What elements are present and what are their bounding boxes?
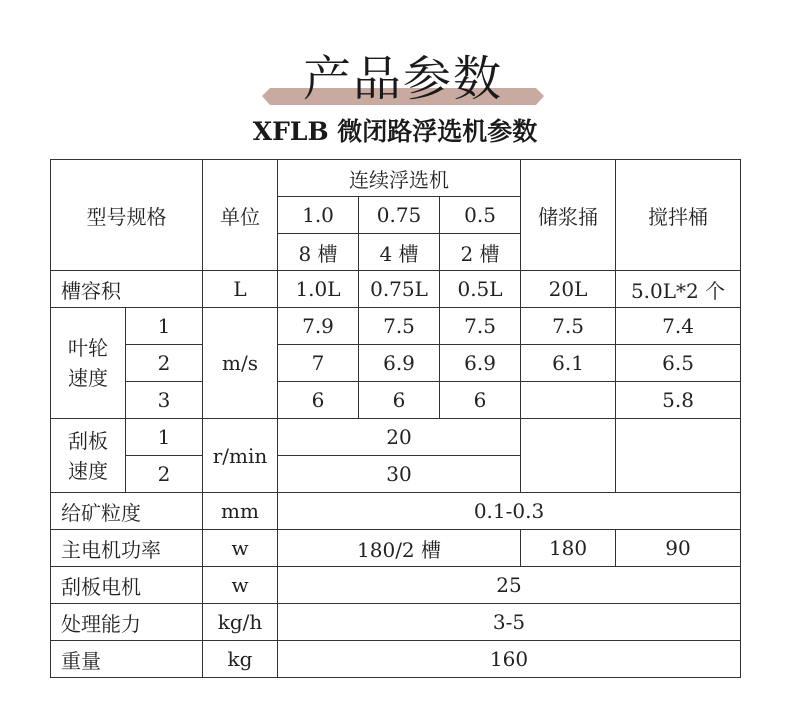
header-unit: 单位 [203, 160, 278, 271]
cell: 1.0L [278, 271, 359, 308]
cell: 7.4 [616, 308, 741, 345]
header-model-2: 0.75 [359, 197, 440, 234]
table-row-feed [51, 493, 741, 530]
impeller-label-line1: 叶轮 [68, 336, 108, 360]
header-continuous: 连续浮选机 [278, 160, 521, 197]
header-slots-3: 2 槽 [440, 234, 521, 271]
impeller-label-line2: 速度 [68, 366, 108, 390]
sub-index: 3 [126, 382, 203, 419]
cell: 0.5L [440, 271, 521, 308]
ribbon-fold-right [536, 88, 544, 105]
table-row-weight [51, 641, 741, 678]
table-row-motor [51, 530, 741, 567]
cell: 6.9 [440, 345, 521, 382]
scraper-label-line1: 刮板 [68, 428, 108, 453]
sub-index: 1 [126, 308, 203, 345]
cell: 6 [278, 382, 359, 419]
row-label: 刮板电机 [51, 567, 203, 604]
header-slots-1: 8 槽 [278, 234, 359, 271]
row-label: 主电机功率 [51, 530, 203, 567]
header-mixing: 搅拌桶 [616, 160, 741, 271]
cell: 0.1-0.3 [278, 493, 741, 530]
row-unit: w [203, 567, 278, 604]
row-label: 槽容积 [51, 271, 203, 308]
cell: 7.5 [521, 308, 616, 345]
cell: 20 [278, 419, 521, 456]
ribbon-fold-left [262, 88, 270, 105]
scraper-label [51, 419, 126, 493]
cell: 180 [521, 530, 616, 567]
row-unit: mm [203, 493, 278, 530]
cell: 6.5 [616, 345, 741, 382]
cell: 25 [278, 567, 741, 604]
row-unit: w [203, 530, 278, 567]
cell: 6 [440, 382, 521, 419]
header-model: 型号规格 [51, 160, 203, 271]
cell: 7 [278, 345, 359, 382]
cell: 5.0L*2 个 [616, 271, 741, 308]
header-row-1 [51, 160, 741, 197]
impeller-unit: m/s [203, 308, 278, 419]
cell: 6.1 [521, 345, 616, 382]
sub-index: 2 [126, 456, 203, 493]
cell: 0.75L [359, 271, 440, 308]
row-unit: kg/h [203, 604, 278, 641]
row-label: 重量 [51, 641, 203, 678]
header-storage: 储浆捅 [521, 160, 616, 271]
impeller-label [51, 308, 126, 419]
empty-cell [521, 419, 616, 493]
row-label: 给矿粒度 [51, 493, 203, 530]
sub-index: 2 [126, 345, 203, 382]
table-row-volume [51, 271, 741, 308]
spec-table [50, 159, 741, 678]
cell: 160 [278, 641, 741, 678]
banner-title: 产品参数 [302, 51, 503, 107]
header-slots-2: 4 槽 [359, 234, 440, 271]
row-unit: L [203, 271, 278, 308]
title-banner [270, 50, 536, 112]
header-model-1: 1.0 [278, 197, 359, 234]
table-row-impeller-1 [51, 308, 741, 345]
cell: 5.8 [616, 382, 741, 419]
scraper-unit: r/min [203, 419, 278, 493]
cell: 180/2 槽 [278, 530, 521, 567]
empty-cell [616, 419, 741, 493]
cell: 7.5 [359, 308, 440, 345]
cell: 90 [616, 530, 741, 567]
scraper-label-line2: 速度 [68, 458, 108, 483]
table-row-impeller-3 [51, 382, 741, 419]
cell: 7.9 [278, 308, 359, 345]
table-row-impeller-2 [51, 345, 741, 382]
sub-index: 1 [126, 419, 203, 456]
cell [521, 382, 616, 419]
row-label: 处理能力 [51, 604, 203, 641]
cell: 7.5 [440, 308, 521, 345]
table-row-capacity [51, 604, 741, 641]
table-subtitle: XFLB 微闭路浮选机参数 [252, 117, 538, 146]
cell: 20L [521, 271, 616, 308]
cell: 3-5 [278, 604, 741, 641]
cell: 30 [278, 456, 521, 493]
row-unit: kg [203, 641, 278, 678]
cell: 6.9 [359, 345, 440, 382]
table-row-scraper-1 [51, 419, 741, 456]
header-model-3: 0.5 [440, 197, 521, 234]
cell: 6 [359, 382, 440, 419]
table-row-scraper-motor [51, 567, 741, 604]
